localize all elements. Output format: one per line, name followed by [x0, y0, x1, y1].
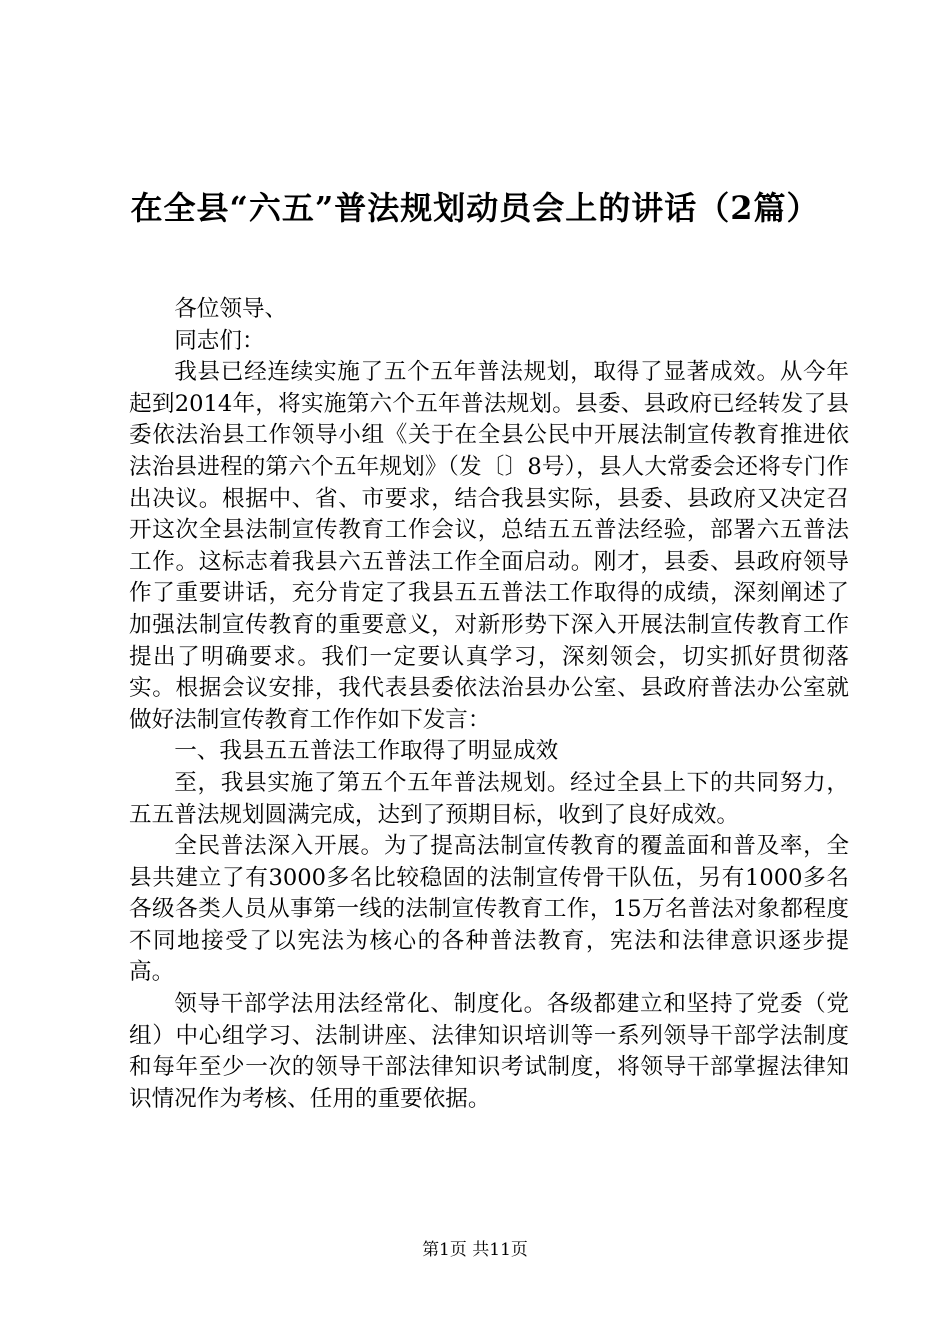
page-number: 第1页 共11页 [422, 1240, 528, 1260]
paragraph-public-education: 全民普法深入开展。为了提高法制宣传教育的覆盖面和普及率，全县共建立了有3000多名比较稳固的法制宣传骨干队伍，另有1000多名各级各类人员从事第一线的法制宣传教育工作，15万名普法对象都程度不同地接受了以宪法为核心的各种普法教育，宪法和法律意识逐步提高。 [129, 833, 849, 986]
page-title: 在全县“六五”普法规划动员会上的讲话（2篇） [130, 189, 820, 227]
salutation-line-1: 各位领导、 [174, 296, 288, 322]
paragraph-leader-study: 领导干部学法用法经常化、制度化。各级都建立和坚持了党委（党组）中心组学习、法制讲座、法律知识培训等一系列领导干部学法制度和每年至少一次的领导干部法律知识考试制度，将领导干部掌握法律知识情况作为考核、任用的重要依据。 [129, 991, 849, 1112]
document-body [129, 294, 849, 1115]
paragraph-intro: 我县已经连续实施了五个五年普法规划，取得了显著成效。从今年起到2014年，将实施第六个五年普法规划。县委、县政府已经转发了县委依法治县工作领导小组《关于在全县公民中开展法制宣传教育推进依法治县进程的第六个五年规划》（发〔〕8号），县人大常委会还将专门作出决议。根据中、省、市要求，结合我县实际，县委、县政府又决定召开这次全县法制宣传教育工作会议，总结五五普法经验，部署六五普法工作。这标志着我县六五普法工作全面启动。刚才，县委、县政府领导作了重要讲话，充分肯定了我县五五普法工作取得的成绩，深刻阐述了加强法制宣传教育的重要意义，对新形势下深入开展法制宣传教育工作提出了明确要求。我们一定要认真学习，深刻领会，切实抓好贯彻落实。根据会议安排，我代表县委依法治县办公室、县政府普法办公室就做好法制宣传教育工作作如下发言： [129, 359, 849, 733]
section-heading-1: 一、我县五五普法工作取得了明显成效 [174, 738, 559, 765]
paragraph-achievement: 至，我县实施了第五个五年普法规划。经过全县上下的共同努力，五五普法规划圆满完成，达到了预期目标，收到了良好成效。 [129, 769, 849, 828]
salutation-line-2: 同志们： [174, 327, 265, 354]
